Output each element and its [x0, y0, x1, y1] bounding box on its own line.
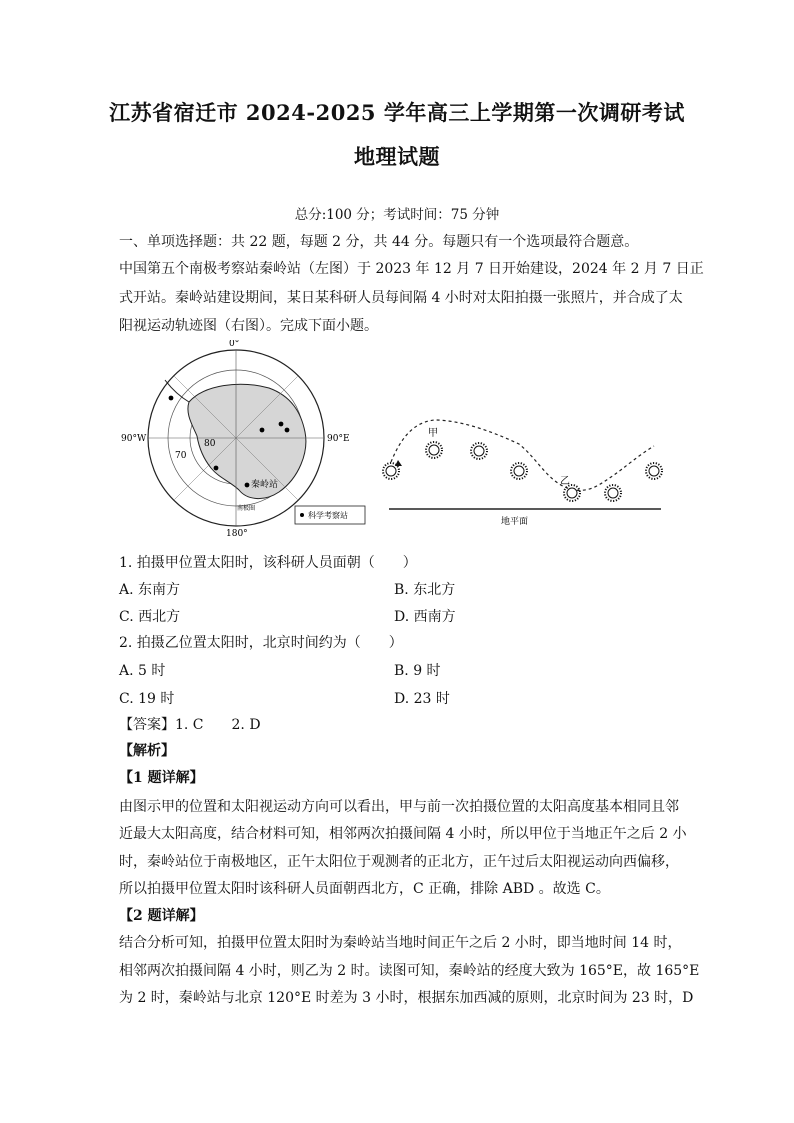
section-heading: 一、单项选择题：共 22 题，每题 2 分，共 44 分。每题只有一个选项最符合题意。 [119, 234, 639, 250]
detail1-line: 时，秦岭站位于南极地区，正午太阳位于观测者的正北方，正午过后太阳视运动向西偏移， [119, 854, 679, 870]
antarctic-map [121, 340, 365, 539]
station-dot [214, 466, 219, 471]
intro-line: 阳视运动轨迹图（右图）。完成下面小题。 [119, 318, 378, 334]
exam-subject-title: 地理试题 [354, 144, 440, 169]
map-label-station: 秦岭站 [251, 480, 279, 490]
detail1-line: 所以拍摄甲位置太阳时该科研人员面朝西北方，C 正确，排除 ABD 。故选 C。 [119, 881, 610, 897]
intro-line: 式开站。秦岭站建设期间，某日某科研人员每间隔 4 小时对太阳拍摄一张照片，并合成了太 [119, 290, 683, 306]
detail1-label: 【1 题详解】 [119, 770, 204, 786]
q1-option-a[interactable]: A. 东南方 [119, 582, 181, 598]
sun-icon [474, 446, 484, 456]
question-1-stem: 1. 拍摄甲位置太阳时，该科研人员面朝（ ） [119, 555, 417, 571]
detail2-line: 为 2 时，秦岭站与北京 120°E 时差为 3 小时，根据东加西减的原则，北京时间为 23 时，D [119, 990, 694, 1006]
exam-meta: 总分:100 分；考试时间：75 分钟 [294, 207, 500, 223]
map-label-top: 0° [229, 340, 240, 349]
detail2-line: 相邻两次拍摄间隔 4 小时，则乙为 2 时。读图可知，秦岭站的经度大致为 165°E，故 165°E [119, 963, 700, 979]
map-label-right: 90°E [327, 434, 350, 444]
exam-title: 江苏省宿迁市 2024-2025 学年高三上学期第一次调研考试 [109, 100, 685, 125]
sun-icon [429, 445, 439, 455]
map-label-lat70: 70 [175, 451, 187, 461]
q2-option-a[interactable]: A. 5 时 [119, 663, 166, 679]
q2-option-d[interactable]: D. 23 时 [394, 691, 450, 707]
figure [119, 340, 679, 540]
station-dot [169, 396, 174, 401]
sun-path-diagram [383, 420, 662, 527]
station-dot [285, 428, 290, 433]
sun-label-jia: 甲 [428, 428, 438, 439]
map-label-left: 90°W [121, 434, 147, 444]
question-2-stem: 2. 拍摄乙位置太阳时，北京时间约为（ ） [119, 635, 403, 651]
sun-label-yi: 乙 [560, 476, 570, 487]
detail2-label: 【2 题详解】 [119, 908, 204, 924]
station-dot [279, 422, 284, 427]
intro-line: 中国第五个南极考察站秦岭站（左图）于 2023 年 12 月 7 日开始建设，2024 年 2 月 7 日正 [119, 261, 704, 277]
q1-option-b[interactable]: B. 东北方 [394, 582, 456, 598]
station-dot [260, 428, 265, 433]
map-label-bottom: 180° [226, 529, 248, 539]
q2-option-b[interactable]: B. 9 时 [394, 663, 441, 679]
q2-option-c[interactable]: C. 19 时 [119, 691, 175, 707]
map-label-lat80: 80 [204, 439, 216, 449]
q1-option-d[interactable]: D. 西南方 [394, 609, 456, 625]
sun-icon [649, 466, 659, 476]
sun-icon [386, 466, 396, 476]
detail1-line: 由图示甲的位置和太阳视运动方向可以看出，甲与前一次拍摄位置的太阳高度基本相同且邻 [119, 799, 679, 815]
q1-option-c[interactable]: C. 西北方 [119, 609, 181, 625]
legend-label: 科学考察站 [308, 511, 348, 520]
sun-icon [567, 488, 577, 498]
detail1-line: 近最大太阳高度，结合材料可知，相邻两次拍摄间隔 4 小时，所以甲位于当地正午之后 2 小 [119, 826, 687, 842]
analysis-label: 【解析】 [119, 743, 175, 759]
station-dot [245, 483, 250, 488]
detail2-line: 结合分析可知，拍摄甲位置太阳时为秦岭站当地时间正午之后 2 小时，即当地时间 14 时， [119, 935, 682, 951]
map-label-circle: 南极圈 [237, 505, 256, 512]
sun-icon [514, 466, 524, 476]
answer-line: 【答案】1. C 2. D [119, 717, 261, 733]
ground-label: 地平面 [501, 517, 529, 527]
sun-icon [608, 488, 618, 498]
